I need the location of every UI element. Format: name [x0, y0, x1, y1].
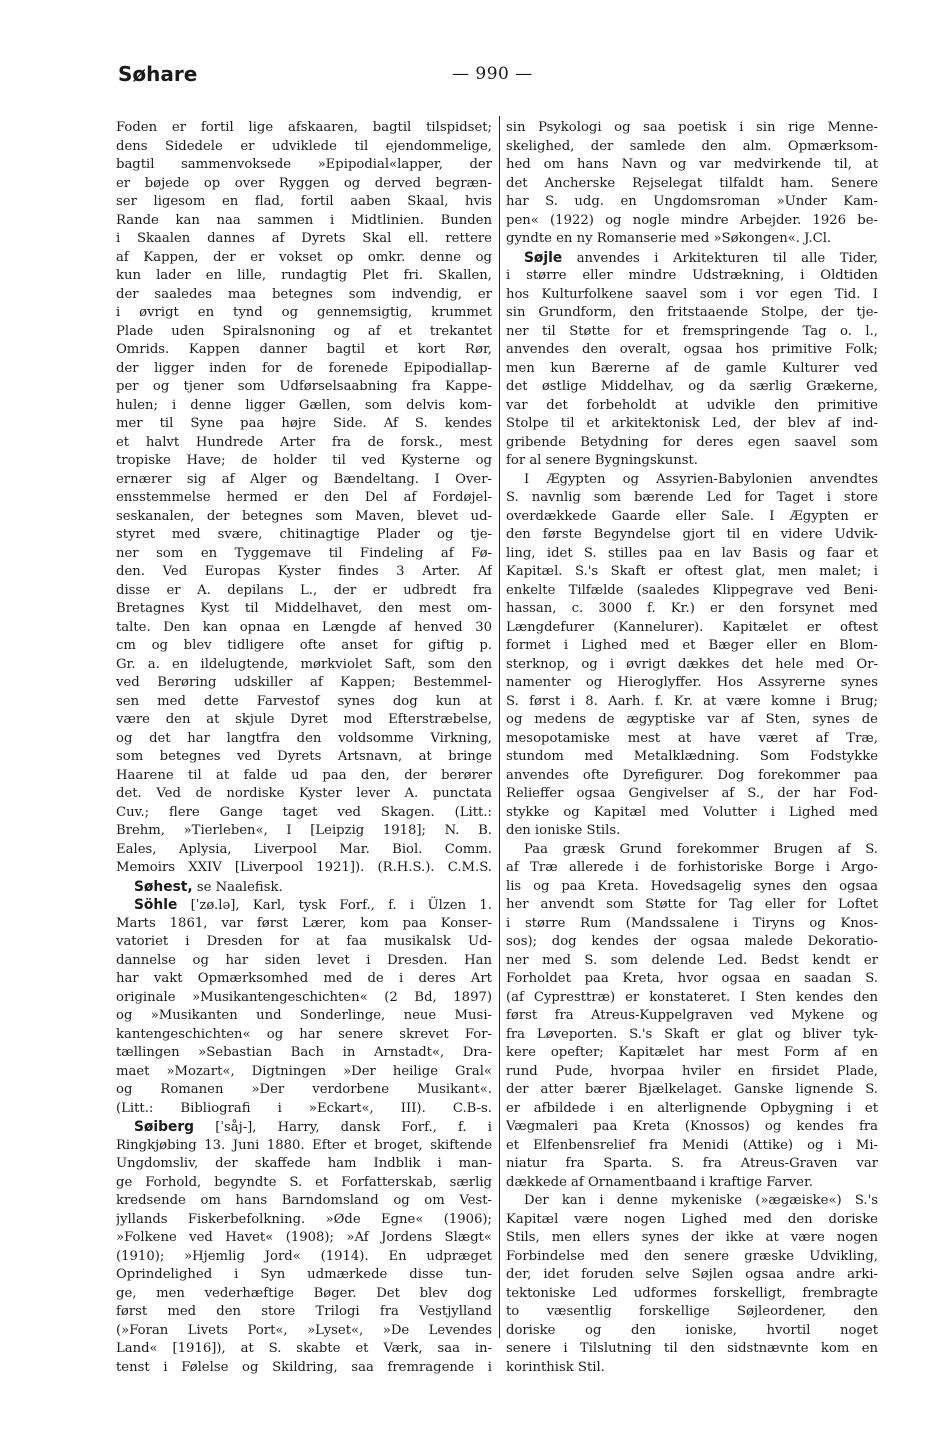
line-text: cm og blev tidligere ofte anset for giftig p.: [116, 638, 492, 653]
line-text: der ligger inden for de forenede Epipodiallap-: [116, 360, 492, 376]
line-text: af Kappen, der er vokset op omkr. denne og: [116, 249, 492, 265]
line-text: tropiske Have; de holder til ved Kysterne og: [116, 453, 492, 468]
entry-headword: Søiberg: [134, 1119, 195, 1135]
line-text: her anvendt som Støtte for Tag eller for Loftet: [506, 897, 878, 912]
line-text: korinthisk Stil.: [506, 1359, 605, 1375]
text-line: [116, 1081, 492, 1100]
line-text: og Romanen »Der verdorbene Musikant«.: [116, 1082, 492, 1097]
line-text: dannelse og har siden levet i Dresden. Han: [116, 952, 492, 968]
header-headword: Søhare: [118, 62, 198, 86]
line-text: dens Sidedele er udviklede til ejendommelige,: [116, 138, 492, 154]
line-text: stundom med Metalklædning. Som Fodstykke: [506, 749, 878, 764]
text-line: [116, 526, 492, 545]
line-text: gribende Betydning for deres egen saavel som: [506, 434, 878, 450]
line-text: anvendes i Arkitekturen til alle Tider,: [562, 250, 878, 266]
line-text: to væsentlig forskellige Søjleordener, den: [506, 1304, 878, 1319]
text-line: [116, 693, 492, 712]
text-line: [116, 508, 492, 527]
line-text: skelighed, der samlede den alm. Opmærksom-: [506, 138, 878, 154]
line-text: (Litt.: Bibliografi i »Eckart«, III). C.B-s.: [116, 1100, 492, 1116]
text-line: [506, 989, 878, 1008]
line-text: Rande kan naa sammen i Midtlinien. Bunden: [116, 212, 492, 228]
text-line: [116, 267, 492, 286]
line-text: anvendes den overalt, ogsaa hos primitive Folk;: [506, 342, 878, 357]
text-line: [116, 674, 492, 693]
text-line: [116, 397, 492, 416]
text-line: [506, 249, 878, 268]
line-text: Omrids. Kappen danner bagtil et kort Rør,: [116, 342, 492, 357]
line-text: Der kan i denne mykeniske (»ægæiske«) S.'s: [524, 1193, 878, 1208]
line-text: det Ancherske Rejselegat tilfaldt ham. Senere: [506, 175, 878, 191]
line-text: S. navnlig som bærende Led for Taget i store: [506, 490, 878, 505]
column-divider: [499, 116, 500, 1338]
text-line: [116, 341, 492, 360]
text-line: [506, 693, 878, 712]
text-line: [116, 175, 492, 194]
text-line: [506, 1285, 878, 1304]
text-line: [506, 397, 878, 416]
line-text: ner med S. som delende Led. Bedst kendt er: [506, 952, 878, 968]
line-text: »Folkene ved Havet« (1908); »Af Jordens Slægt«: [116, 1230, 492, 1245]
text-line: [116, 933, 492, 952]
text-line: [116, 1211, 492, 1230]
text-line: [116, 434, 492, 453]
text-line: [506, 304, 878, 323]
text-line: [116, 1340, 492, 1359]
text-line: [116, 1118, 492, 1137]
line-text: kredsende om hans Barndomsland og om Vest-: [116, 1193, 492, 1208]
text-line: [116, 1174, 492, 1193]
line-text: Haarene til at falde ud paa den, der berører: [116, 767, 492, 783]
line-text: et Elfenbensrelief fra Menidi (Attike) og i Mi-: [506, 1137, 878, 1153]
text-line: [116, 193, 492, 212]
text-line: [506, 1063, 878, 1082]
text-line: [116, 841, 492, 860]
text-line: [506, 452, 878, 471]
line-text: ensstemmelse hermed er den Del af Fordøjel-: [116, 490, 492, 505]
text-line: [506, 415, 878, 434]
line-text: Stolpe til et arkitektonisk Led, der blev af ind-: [506, 416, 878, 431]
line-text: Vægmaleri paa Kreta (Knossos) og kendes fra: [506, 1119, 878, 1134]
text-line: [506, 711, 878, 730]
line-text: er bøjede op over Ryggen og derved begræn-: [116, 175, 492, 191]
line-text: pen« (1922) og nogle mindre Arbejder. 1926 be-: [506, 212, 878, 228]
line-text: hassan, c. 3000 f. Kr.) er den forsynet med: [506, 601, 878, 616]
text-line: [116, 323, 492, 342]
line-text: vatoriet i Dresden for at faa musikalsk Ud-: [116, 934, 492, 949]
text-line: [116, 1026, 492, 1045]
line-text: og medens de ægyptiske var af Sten, synes de: [506, 712, 878, 727]
line-text: [ˈzø.lə], Karl, tysk Forf., f. i Ülzen 1.: [177, 898, 492, 913]
text-line: [116, 785, 492, 804]
text-line: [506, 1007, 878, 1026]
text-line: [506, 1303, 878, 1322]
entry-headword: Söhle: [134, 897, 178, 913]
text-line: [506, 674, 878, 693]
right-column: [506, 119, 878, 1377]
text-line: [116, 1063, 492, 1082]
text-line: [116, 249, 492, 268]
line-text: tektoniske Led udformes forskelligt, frembragte: [506, 1285, 878, 1301]
text-line: [116, 1303, 492, 1322]
line-text: S. først i 8. Aarh. f. Kr. at være komne i Brug;: [506, 693, 878, 709]
line-text: der saaledes maa betegnes som indvendig, er: [116, 286, 492, 302]
line-text: Brehm, »Tierleben«, I [Leipzig 1918]; N. B.: [116, 823, 492, 838]
line-text: Oprindelighed i Syn udmærkede disse tun-: [116, 1267, 492, 1282]
line-text: Bretagnes Kyst til Middelhavet, den mest om-: [116, 601, 492, 616]
text-line: [506, 785, 878, 804]
text-line: [116, 1359, 492, 1378]
line-text: gyndte en ny Romanserie med »Søkongen«. J.Cl.: [506, 231, 832, 246]
text-line: [506, 767, 878, 786]
line-text: Ungdomsliv, der skaffede ham Indblik i man-: [116, 1156, 492, 1171]
line-text: den første Begyndelse gjort til en videre Udvik-: [506, 527, 878, 542]
line-text: sen med dette Farvestof synes dog kun at: [116, 693, 492, 709]
text-line: [116, 767, 492, 786]
line-text: kun lader en lille, rundagtig Plet fri. Skallen,: [116, 268, 492, 283]
text-line: [116, 878, 492, 897]
line-text: se Naalefisk.: [192, 879, 283, 895]
text-line: [506, 360, 878, 379]
text-line: [116, 545, 492, 564]
line-text: styret med svære, chitinagtige Plader og tje-: [116, 527, 492, 542]
line-text: hulen; i denne ligger Gællen, som delvis kom-: [116, 397, 492, 413]
line-text: sterknop, og i øvrigt dækkes det hele med Or-: [506, 656, 878, 672]
text-line: [116, 656, 492, 675]
line-text: Længdefurer (Kannelurer). Kapitælet er oftest: [506, 619, 878, 635]
line-text: jyllands Fiskerbefolkning. »Øde Egne« (1906);: [116, 1211, 492, 1227]
line-text: Land« [1916]), at S. skabte et Værk, saa in-: [116, 1341, 492, 1356]
line-text: som betegnes ved Dyrets Artsnavn, at bringe: [116, 749, 492, 764]
line-text: den. Ved Europas Kyster findes 3 Arter. Af: [116, 564, 492, 579]
line-text: Marts 1861, var først Lærer, kom paa Konser-: [116, 915, 492, 931]
text-line: [506, 952, 878, 971]
line-text: ner til Støtte for et fremspringende Tag o. l.,: [506, 323, 878, 339]
text-line: [506, 323, 878, 342]
text-line: [506, 1081, 878, 1100]
text-line: [506, 1100, 878, 1119]
line-text: af Træ allerede i de forhistoriske Borge i Argo-: [506, 860, 878, 875]
text-line: [506, 1155, 878, 1174]
line-text: først med den store Trilogi fra Vestjylland: [116, 1304, 492, 1319]
line-text: være den at skjule Dyret mod Efterstræbelse,: [116, 712, 492, 727]
text-line: [506, 915, 878, 934]
line-text: har vakt Opmærksomhed med de i deres Art: [116, 971, 492, 986]
text-line: [506, 730, 878, 749]
text-line: [116, 1322, 492, 1341]
text-line: [506, 471, 878, 490]
text-line: [506, 489, 878, 508]
text-line: [506, 619, 878, 638]
line-text: namenter og Hieroglyffer. Hos Assyrerne synes: [506, 675, 878, 690]
line-text: per og tjener som Udførselsaabning fra Kappe-: [116, 379, 492, 394]
text-line: [116, 471, 492, 490]
text-line: [506, 804, 878, 823]
line-text: Gr. a. en ildelugtende, mørkviolet Saft, som den: [116, 656, 492, 672]
line-text: ge Forhold, begyndte S. et Forfatterskab, særlig: [116, 1174, 492, 1190]
line-text: Kapitæl være nogen Lighed med den doriske: [506, 1211, 878, 1227]
text-line: [116, 563, 492, 582]
line-text: doriske og den ioniske, hvortil noget: [506, 1322, 878, 1338]
line-text: mer til Syne paa højre Side. Af S. kendes: [116, 416, 492, 431]
text-line: [116, 138, 492, 157]
text-line: [506, 1174, 878, 1193]
text-line: [116, 582, 492, 601]
line-text: Stils, men ellers synes der ikke at være nogen: [506, 1230, 878, 1245]
line-text: Forholdet paa Kreta, hvor ogsaa en saadan S.: [506, 971, 878, 986]
text-line: [506, 841, 878, 860]
line-text: maet »Mozart«, Digtningen »Der heilige Gral«: [116, 1063, 492, 1079]
line-text: ner som en Tyggemave til Findeling af Fø-: [116, 545, 492, 561]
line-text: talte. Den kan opnaa en Længde af henved 30: [116, 619, 492, 635]
text-line: [506, 212, 878, 231]
text-line: [506, 1192, 878, 1211]
line-text: (af Cypresttræ) er konstateret. I Sten kendes den: [506, 989, 878, 1005]
text-line: [116, 378, 492, 397]
line-text: sos); dog kendes der ogsaa malede Dekoratio-: [506, 934, 878, 949]
text-line: [116, 304, 492, 323]
text-line: [506, 508, 878, 527]
text-line: [116, 859, 492, 878]
line-text: i større Rum (Mandssalene i Tiryns og Knos-: [506, 915, 878, 931]
text-line: [506, 230, 878, 249]
line-text: Cuv.; flere Gange taget ved Skagen. (Litt.:: [116, 804, 492, 820]
line-text: kere opefter; Kapitælet har mest Form af en: [506, 1045, 878, 1060]
line-text: i større eller mindre Udstrækning, i Oldtiden: [506, 268, 878, 283]
line-text: niatur fra Sparta. S. fra Atreus-Graven var: [506, 1156, 878, 1171]
line-text: senere i Tilslutning til den sidstnævnte kom en: [506, 1341, 878, 1356]
text-line: [116, 804, 492, 823]
text-line: [506, 656, 878, 675]
line-text: Foden er fortil lige afskaaren, bagtil tilspidset;: [116, 120, 492, 135]
line-text: og det har langtfra den voldsomme Virkning,: [116, 730, 492, 746]
line-text: fra Løveporten. S.'s Skaft er glat og bliver tyk-: [506, 1026, 878, 1042]
line-text: Memoirs XXIV [Liverpool 1921]). (R.H.S.). C.M.S.: [116, 860, 492, 875]
text-line: [116, 989, 492, 1008]
text-line: [506, 545, 878, 564]
text-line: [506, 1118, 878, 1137]
line-text: (»Foran Livets Port«, »Lyset«, »De Levendes: [116, 1322, 492, 1338]
line-text: enkelte Tilfælde (saaledes Klippegrave ved Beni-: [506, 582, 878, 598]
line-text: mesopotamiske mest at have været af Træ,: [506, 730, 878, 746]
text-line: [506, 896, 878, 915]
text-line: [116, 896, 492, 915]
line-text: der atter bærer Bjælkelaget. Ganske lignende S.: [506, 1082, 878, 1097]
line-text: stykke og Kapitæl med Volutter i Lighed med: [506, 804, 878, 820]
line-text: hed om hans Navn og var medvirkende til, at: [506, 157, 878, 172]
text-line: [506, 1229, 878, 1248]
text-line: [116, 1155, 492, 1174]
line-text: der, idet foruden selve Søjlen ogsaa andre arki-: [506, 1267, 878, 1282]
text-line: [506, 1322, 878, 1341]
line-text: [ˈsåj-], Harry, dansk Forf., f. i: [194, 1120, 492, 1135]
line-text: overdækkede Gaarde eller Sale. I Ægypten er: [506, 508, 878, 524]
line-text: hos Kulturfolkene saavel som i vor egen Tid. I: [506, 286, 878, 302]
line-text: og »Musikanten und Sonderlinge, neue Musi-: [116, 1008, 492, 1023]
text-line: [506, 933, 878, 952]
text-line: [506, 434, 878, 453]
text-line: [116, 360, 492, 379]
text-line: [506, 286, 878, 305]
text-line: [116, 119, 492, 138]
line-text: ge, men vederhæftige Bøger. Det blev dog: [116, 1285, 492, 1301]
line-text: det. Ved de nordiske Kyster lever A. punctata: [116, 786, 492, 801]
text-line: [116, 915, 492, 934]
text-line: [506, 600, 878, 619]
page-number: — 990 —: [452, 64, 533, 84]
text-line: [116, 1007, 492, 1026]
text-line: [116, 1229, 492, 1248]
line-text: Eales, Aplysia, Liverpool Mar. Biol. Comm.: [116, 841, 492, 857]
text-line: [506, 748, 878, 767]
line-text: ernærer sig af Alger og Bændeltang. I Over-: [116, 471, 492, 487]
line-text: kantengeschichten« og har senere skrevet For-: [116, 1026, 492, 1042]
line-text: var det forbeholdt at udvikle den primitive: [506, 397, 878, 413]
line-text: er afbildede i en alterlignende Opbygning i et: [506, 1100, 878, 1116]
text-line: [116, 230, 492, 249]
line-text: formet i Lighed med et Bæger eller en Blom-: [506, 638, 878, 653]
entry-headword: Søhest,: [134, 878, 193, 895]
text-line: [506, 970, 878, 989]
line-text: først fra Atreus-Kuppelgraven ved Mykene og: [506, 1008, 878, 1023]
line-text: disse er A. depilans L., der er udbredt fra: [116, 582, 492, 598]
line-text: ling, idet S. stilles paa en lav Basis og faar et: [506, 545, 878, 561]
text-line: [116, 1137, 492, 1156]
line-text: Relieffer ogsaa Gengivelser af S., der har Fod-: [506, 786, 878, 801]
text-line: [506, 193, 878, 212]
text-line: [506, 1026, 878, 1045]
line-text: den ioniske Stils.: [506, 823, 621, 838]
text-line: [116, 748, 492, 767]
line-text: ved Berøring udskiller af Kappen; Bestemmel-: [116, 675, 492, 690]
line-text: tenst i Følelse og Skildring, saa fremragende i: [116, 1359, 492, 1375]
text-line: [506, 175, 878, 194]
left-column: [116, 119, 492, 1377]
text-line: [116, 637, 492, 656]
text-line: [506, 1359, 878, 1378]
text-line: [506, 267, 878, 286]
text-line: [506, 859, 878, 878]
text-line: [116, 489, 492, 508]
line-text: lis og paa Kreta. Hovedsagelig synes den ogsaa: [506, 878, 878, 894]
text-line: [116, 970, 492, 989]
text-line: [116, 156, 492, 175]
text-line: [506, 138, 878, 157]
text-line: [116, 212, 492, 231]
line-text: i øvrigt en tynd og gennemsigtig, krummet: [116, 305, 492, 320]
text-line: [506, 526, 878, 545]
text-line: [506, 378, 878, 397]
text-line: [506, 582, 878, 601]
text-line: [506, 1137, 878, 1156]
text-line: [116, 600, 492, 619]
line-text: Kapitæl. S.'s Skaft er oftest glat, men malet; i: [506, 564, 878, 579]
line-text: Paa græsk Grund forekommer Brugen af S.: [524, 841, 878, 857]
line-text: Plade uden Spiralsnoning og af et trekantet: [116, 323, 492, 339]
text-line: [116, 711, 492, 730]
text-line: [116, 1100, 492, 1119]
line-text: seskanalen, der betegnes som Maven, blevet ud-: [116, 508, 492, 524]
text-line: [506, 637, 878, 656]
text-line: [116, 415, 492, 434]
text-line: [116, 730, 492, 749]
text-line: [506, 119, 878, 138]
text-line: [506, 878, 878, 897]
line-text: har S. udg. en Ungdomsroman »Under Kam-: [506, 194, 878, 209]
text-line: [506, 1211, 878, 1230]
text-line: [506, 1340, 878, 1359]
line-text: Forbindelse med den senere græske Udvikling,: [506, 1248, 878, 1264]
text-line: [116, 1044, 492, 1063]
text-line: [116, 1192, 492, 1211]
text-line: [116, 1248, 492, 1267]
text-line: [116, 1285, 492, 1304]
text-line: [116, 619, 492, 638]
text-line: [116, 1266, 492, 1285]
line-text: sin Grundform, den fritstaaende Stolpe, der tje-: [506, 305, 878, 320]
text-line: [506, 1248, 878, 1267]
line-text: det østlige Middelhav, og da særlig Grækerne,: [506, 379, 878, 394]
line-text: men kun Bærerne af de gamle Kulturer ved: [506, 360, 878, 376]
line-text: et halvt Hundrede Arter fra de forsk., mest: [116, 434, 492, 450]
text-line: [116, 822, 492, 841]
line-text: i Skaalen dannes af Dyrets Skal ell. rettere: [116, 231, 492, 246]
text-line: [506, 1044, 878, 1063]
text-line: [506, 1266, 878, 1285]
line-text: dækkede af Ornamentbaand i kraftige Farver.: [506, 1174, 813, 1190]
line-text: rund Pude, hvorpaa hviler en firsidet Plade,: [506, 1063, 878, 1079]
entry-headword: Søjle: [524, 249, 563, 266]
line-text: sin Psykologi og saa poetisk i sin rige Menne-: [506, 120, 878, 135]
text-line: [116, 452, 492, 471]
line-text: ser ligesom en flad, fortil aaben Skaal, hvis: [116, 194, 492, 209]
text-line: [116, 952, 492, 971]
line-text: originale »Musikantengeschichten« (2 Bd, 1897): [116, 989, 492, 1005]
text-line: [506, 563, 878, 582]
line-text: (1910); »Hjemlig Jord« (1914). En udpræget: [116, 1248, 492, 1264]
line-text: tællingen »Sebastian Bach in Arnstadt«, Dra-: [116, 1045, 492, 1060]
line-text: anvendes ofte Dyrefigurer. Dog forekommer paa: [506, 767, 878, 783]
line-text: for al senere Bygningskunst.: [506, 453, 698, 468]
text-line: [506, 822, 878, 841]
line-text: Ringkjøbing 13. Juni 1880. Efter et broget, skiftende: [116, 1137, 492, 1153]
text-line: [506, 156, 878, 175]
line-text: bagtil sammenvoksede »Epipodial«lapper, der: [116, 157, 492, 172]
text-line: [116, 286, 492, 305]
line-text: I Ægypten og Assyrien-Babylonien anvendtes: [524, 471, 878, 487]
running-header: [118, 62, 863, 92]
text-line: [506, 341, 878, 360]
